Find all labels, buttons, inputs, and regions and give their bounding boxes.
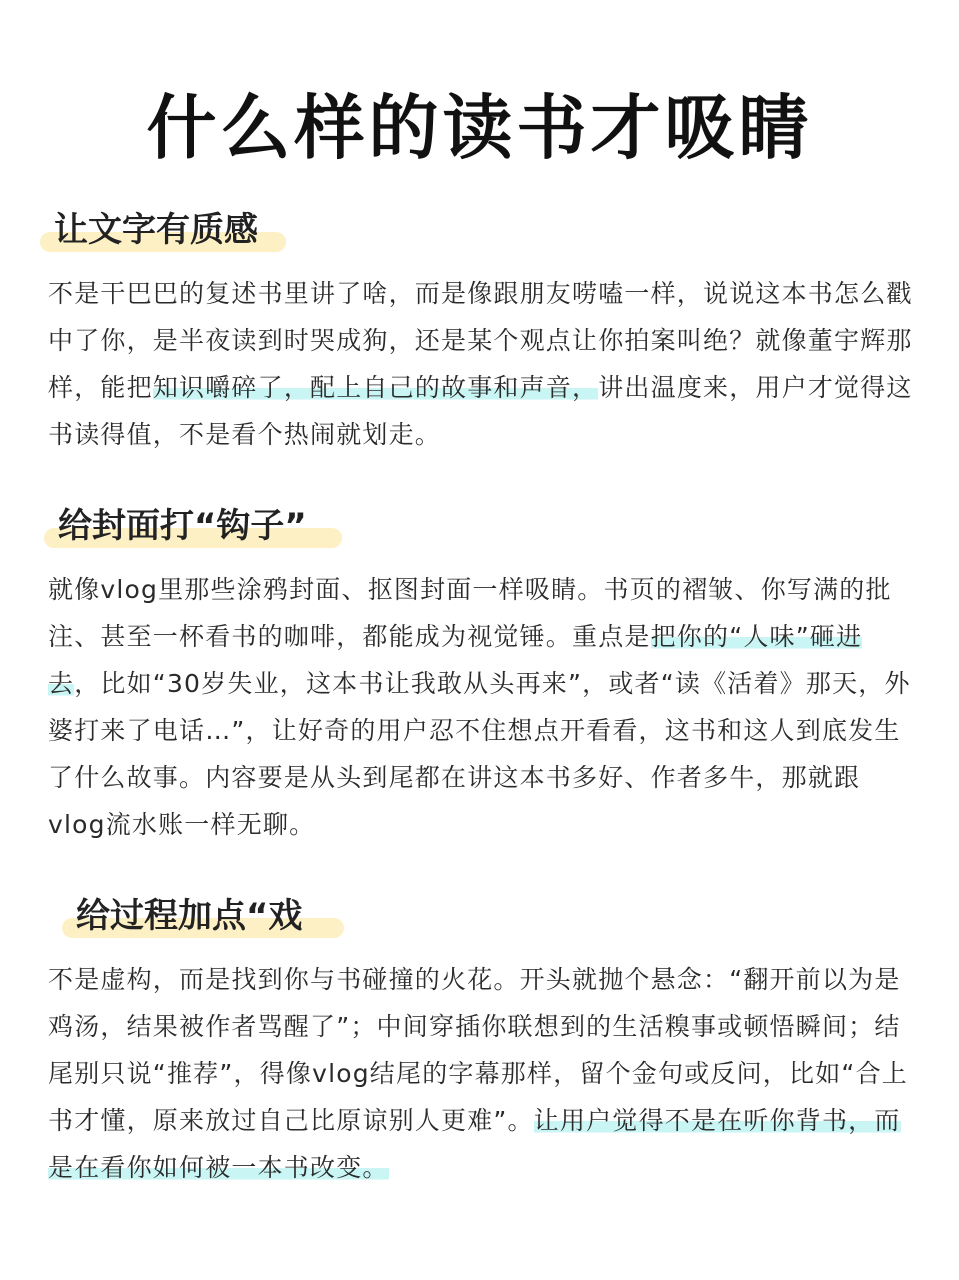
section-3-highlight-text: 让用户觉得不是在听你背书，而是在看你如何被一本书改变。 <box>48 1106 901 1182</box>
section-2-paragraph <box>48 566 914 848</box>
section-2-heading: 给封面打“钩子” <box>58 506 307 546</box>
section-1-text: 不是干巴巴的复述书里讲了啥，而是像跟朋友唠嗑一样，说说这本书怎么戳中了你，是半夜读到时哭成狗，还是某个观点让你拍案叫绝？就像董宇辉那样，能把 <box>48 279 913 402</box>
page-title: 什么样的读书才吸睛 <box>146 87 813 169</box>
section-2-text-end: ，比如“30岁失业，这本书让我敢从头再来”，或者“读《活着》那天，外婆打来了电话…”，让好奇的用户忍不住想点开看看，这书和这人到底发生了什么故事。内容要是从头到尾都在讲这本书多好、作者多牛，那就跟vlog流水账一样无聊。 <box>48 669 911 839</box>
section-2-heading-block <box>44 502 342 550</box>
section-1-highlight-text: 知识嚼碎了，配上自己的故事和声音， <box>152 373 599 402</box>
section-1-text-end: 讲出温度来，用户才觉得这书读得值，不是看个热闹就划走。 <box>48 373 913 449</box>
section-2-highlight-text: 把你的“人味”砸进去 <box>48 622 863 698</box>
section-3-heading: 给过程加点“戏 <box>76 896 303 936</box>
section-1-paragraph <box>48 270 914 458</box>
section-3-heading-block <box>62 892 344 940</box>
section-1-heading-block <box>40 206 286 254</box>
section-1-heading: 让文字有质感 <box>54 210 258 250</box>
section-3-paragraph <box>48 956 914 1191</box>
section-2-text: 就像vlog里那些涂鸦封面、抠图封面一样吸睛。书页的褶皱、你写满的批注、甚至一杯看书的咖啡，都能成为视觉锤。重点是 <box>48 575 892 651</box>
section-3-text: 不是虚构，而是找到你与书碰撞的火花。开头就抛个悬念：“翻开前以为是鸡汤，结果被作者骂醒了”；中间穿插你联想到的生活糗事或顿悟瞬间；结尾别只说“推荐”，得像vlog结尾的字幕那样，留个金句或反问，比如“合上书才懂，原来放过自己比原谅别人更难”。 <box>48 965 908 1135</box>
